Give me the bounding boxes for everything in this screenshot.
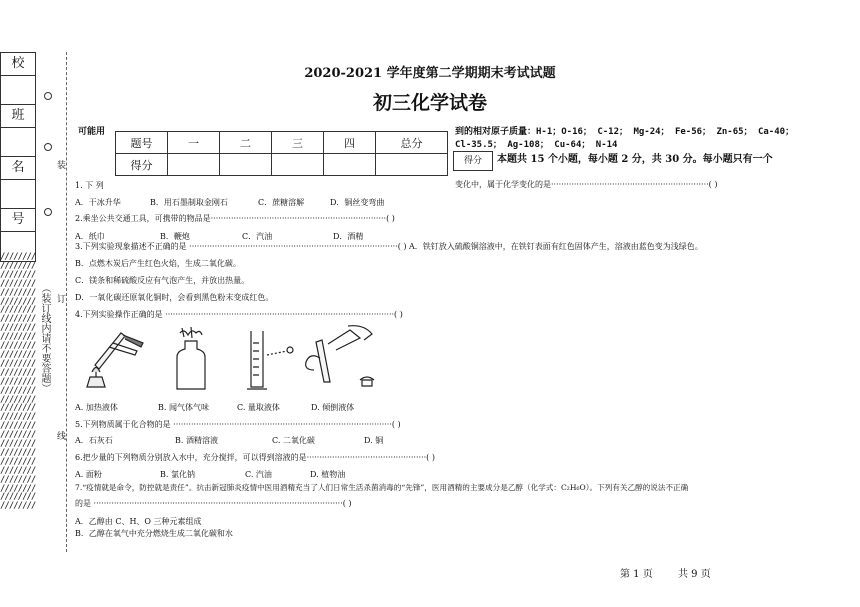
section-instructions: 本题共 15 个小题，每小题 2 分，共 30 分。每小题只有一个 <box>497 154 773 165</box>
q6-option-d: D. 植物油 <box>310 470 346 479</box>
question-3: 3.下列实验现象描述不正确的是 ··················································································( ) A．铁钉放入硫酸铜溶液中，在铁钉表面有红色固体产生，溶液由蓝色变为浅绿色。 <box>75 242 703 251</box>
q3-option-d: D．一氧化碳还原氧化铜时，会看到黑色粉末变成红色。 <box>75 293 274 302</box>
score-header: 三 <box>272 132 324 154</box>
binding-line <box>66 52 67 552</box>
q7-option-a: A．乙醇由 C、H、O 三种元素组成 <box>75 517 202 526</box>
q2-option-b: B．鞭炮 <box>160 232 190 241</box>
question-5: 5.下列物质属于化合物的是 ······················································································( ) <box>75 420 401 429</box>
score-cell[interactable] <box>272 154 324 176</box>
binding-hole <box>44 143 52 151</box>
name-label: 名 <box>11 160 25 175</box>
q4-option-d: D. 倾倒液体 <box>311 403 355 412</box>
question-7-cont: 的是 ··································································································( ) <box>75 499 352 508</box>
score-header: 总分 <box>376 132 448 154</box>
binding-hatch: //////// //////// //////// //////// //////// //////// //////// //////// //////// //////// //////// //////// //////// //////// //////// //////// //////// //////// //////// //////// //////// //////// //////// //////// //////// //////// //////// //////// //////// <box>0 252 36 512</box>
score-header: 四 <box>324 132 376 154</box>
score-header: 二 <box>220 132 272 154</box>
q6-option-b: B. 氯化钠 <box>160 470 195 479</box>
q5-option-a: A．石灰石 <box>75 436 113 445</box>
page-number: 第 1 页 <box>620 569 653 580</box>
score-cell[interactable] <box>324 154 376 176</box>
score-cell[interactable] <box>376 154 448 176</box>
page-total: 共 9 页 <box>678 569 711 580</box>
question-1-stem: 变化中，属于化学变化的是······························································( ) <box>455 180 718 189</box>
school-label: 校 <box>11 56 25 71</box>
atomic-mass-prefix: 可能用 <box>78 127 106 137</box>
binding-notice: （装订线内请不要答题） <box>39 283 50 393</box>
score-cell[interactable] <box>220 154 272 176</box>
q5-option-b: B. 酒精溶液 <box>175 436 218 445</box>
atomic-mass-list: 到的相对原子质量：H-1；O-16； C-12； Mg-24； Fe-56； Zn-65； Ca-40； <box>455 127 795 137</box>
question-1-number: 1. 下 列 <box>75 181 104 190</box>
q1-option-d: D．铜丝变弯曲 <box>330 198 385 207</box>
score-header: 一 <box>168 132 220 154</box>
section-score-box: 得分 <box>453 151 493 171</box>
q2-option-d: D．酒精 <box>333 232 364 241</box>
binding-info-box <box>0 52 36 262</box>
q4-option-a: A. 加热液体 <box>75 403 118 412</box>
atomic-mass-list-2: Cl-35.5； Ag-108； Cu-64； N-14 <box>455 140 618 150</box>
q1-option-b: B．用石墨制取金刚石 <box>150 198 228 207</box>
class-label: 班 <box>11 108 25 123</box>
binding-mark: 订 <box>57 295 67 305</box>
score-row-label: 得分 <box>116 154 168 176</box>
binding-hole <box>44 208 52 216</box>
question-7: 7.“疫情就是命令，防控就是责任”。抗击新冠肺炎疫情中医用酒精充当了人们日常生活杀菌消毒的“先锋”，医用酒精的主要成分是乙醇（化学式：C₂H₆O）。下列有关乙醇的说法不正确 <box>75 483 689 492</box>
class-blank[interactable] <box>1 127 35 157</box>
q7-option-b: B．乙醇在氧气中充分燃烧生成二氧化碳和水 <box>75 529 233 538</box>
q6-option-a: A. 面粉 <box>75 470 102 479</box>
exam-title: 2020-2021 学年度第二学期期末考试试题 <box>304 66 556 81</box>
q5-option-c: C. 二氧化碳 <box>272 436 315 445</box>
q4-option-c: C. 量取液体 <box>237 403 280 412</box>
q1-option-c: C．蔗糖溶解 <box>258 198 305 207</box>
q6-option-c: C. 汽油 <box>245 470 272 479</box>
heating-liquid-illustration <box>75 325 155 395</box>
q5-option-d: D. 铜 <box>364 436 384 445</box>
binding-mark: 线 <box>57 432 67 442</box>
question-2: 2.乘坐公共交通工具，可携带的物品是·····································································( ) <box>75 214 395 223</box>
exam-subtitle: 初三化学试卷 <box>372 92 487 114</box>
question-4: 4.下列实验操作正确的是 ··························································································( ) <box>75 310 403 319</box>
question-6: 6.把少量的下列物质分别放入水中，充分搅拌，可以得到溶液的是···············································( ) <box>75 453 435 462</box>
measuring-cylinder-illustration <box>243 325 298 395</box>
gas-jar-illustration <box>170 325 215 395</box>
number-label: 号 <box>11 212 25 227</box>
q2-option-c: C．汽油 <box>242 232 273 241</box>
q4-option-b: B. 闻气体气味 <box>158 403 209 412</box>
q3-option-c: C．镁条和稀硫酸反应有气泡产生，并放出热量。 <box>75 276 250 285</box>
q2-option-a: A．纸巾 <box>75 232 105 241</box>
name-blank[interactable] <box>1 179 35 209</box>
score-cell[interactable] <box>168 154 220 176</box>
score-header: 题号 <box>116 132 168 154</box>
pouring-liquid-illustration <box>300 322 380 394</box>
binding-mark: 装 <box>57 161 67 171</box>
q3-option-b: B．点燃木炭后产生红色火焰，生成二氧化碳。 <box>75 259 241 268</box>
q1-option-a: A．干冰升华 <box>75 198 121 207</box>
score-table <box>115 131 448 176</box>
